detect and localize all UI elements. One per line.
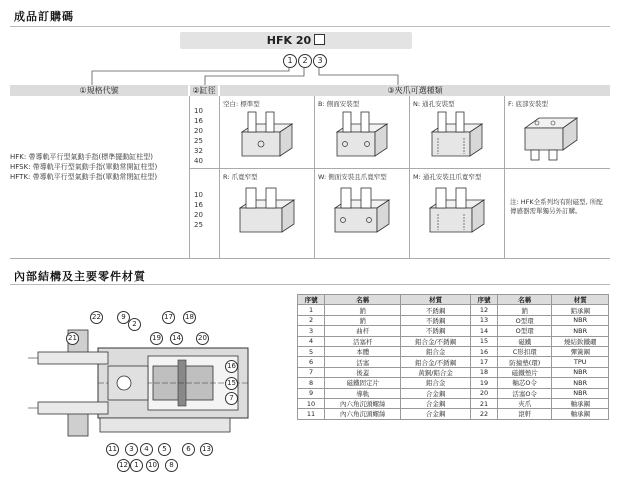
table-cell: 合金鋼	[401, 409, 471, 419]
option-label-bottom-mount: F: 底部安裝型	[508, 100, 548, 108]
table-cell: 軸承鋼	[552, 398, 609, 408]
spec-line-hftk: HFTK: 帶導軌平行型氣動手指(單動常閉缸柱型)	[10, 173, 158, 181]
header-no: 序號	[470, 295, 497, 305]
table-cell: 鋁合金/不銹鋼	[401, 357, 471, 367]
option-note: 注: HFK全系列均有附磁型, 所配傳感器需單獨另外訂購。	[510, 198, 603, 215]
table-cell: 2	[298, 315, 325, 325]
table-row	[298, 357, 609, 367]
diagram-label: 13	[200, 443, 213, 456]
bore-value: 32	[194, 147, 203, 155]
header-spec-code: ①規格代號	[10, 85, 188, 96]
diagram-label: 20	[196, 332, 209, 345]
table-cell: 19	[470, 378, 497, 388]
table-cell: 6	[298, 357, 325, 367]
table-cell: O型環	[498, 315, 552, 325]
header-name: 名稱	[325, 295, 401, 305]
bore-value: 25	[194, 137, 203, 145]
table-row	[298, 336, 609, 346]
diagram-label: 10	[146, 459, 159, 472]
table-cell: 鋁合金	[401, 346, 471, 356]
header-no: 序號	[298, 295, 325, 305]
diagram-label: 5	[158, 443, 171, 456]
code-num-1: 1	[283, 54, 297, 68]
grid-line	[409, 96, 410, 258]
table-cell: NBR	[552, 388, 609, 398]
table-cell: 黃銅/鋁合金	[401, 367, 471, 377]
parts-material-table	[297, 294, 609, 420]
bore-value: 25	[194, 221, 203, 229]
table-cell: 曲杆	[325, 326, 401, 336]
table-cell: 合金鋼	[401, 398, 471, 408]
diagram-label: 6	[182, 443, 195, 456]
table-cell: 磁鐵固定片	[325, 378, 401, 388]
table-cell: 不銹鋼	[401, 315, 471, 325]
table-row	[298, 315, 609, 325]
table-row	[298, 346, 609, 356]
table-row	[298, 378, 609, 388]
bore-value: 16	[194, 117, 203, 125]
table-row	[298, 367, 609, 377]
section-divider	[10, 284, 610, 285]
grid-line	[219, 96, 220, 258]
diagram-label: 16	[225, 360, 238, 373]
table-cell: 銷	[498, 305, 552, 315]
section-title-ordering: 成品訂購碼	[14, 10, 74, 23]
diagram-label: 7	[225, 392, 238, 405]
table-cell: 軸承鋼	[552, 409, 609, 419]
code-num-2: 2	[298, 54, 312, 68]
diagram-label: 2	[128, 318, 141, 331]
table-cell: 軸芯O令	[498, 378, 552, 388]
table-cell: 22	[470, 409, 497, 419]
table-cell: 內六角沉頭螺絲	[325, 409, 401, 419]
table-cell: 彈簧鋼	[552, 346, 609, 356]
diagram-label: 18	[183, 311, 196, 324]
section-title-structure: 內部結構及主要零件材質	[14, 270, 146, 283]
table-cell: 活塞O令	[498, 388, 552, 398]
table-cell: 15	[470, 336, 497, 346]
option-label-side-narrow: W: 側面安裝且爪寬窄型	[318, 173, 387, 181]
table-cell: 合金鋼	[401, 388, 471, 398]
grid-line	[10, 258, 610, 259]
bore-value: 20	[194, 211, 203, 219]
diagram-label: 15	[225, 377, 238, 390]
code-num-3: 3	[313, 54, 327, 68]
table-cell: 20	[470, 388, 497, 398]
gripper-illustration-narrow-jaw	[234, 184, 300, 242]
header-bore: ②缸徑	[190, 85, 218, 96]
bore-list-bottom	[194, 190, 216, 230]
header-name: 名稱	[498, 295, 552, 305]
header-material: 材質	[401, 295, 471, 305]
table-cell: NBR	[552, 367, 609, 377]
diagram-label: 3	[125, 443, 138, 456]
table-cell: 鋁合金	[401, 378, 471, 388]
table-cell: 銷	[325, 315, 401, 325]
diagram-label: 11	[106, 443, 119, 456]
diagram-label: 21	[66, 332, 79, 345]
bore-value: 16	[194, 201, 203, 209]
table-cell: 磁鐵	[498, 336, 552, 346]
option-label-through-narrow: M: 通孔安裝且爪寬窄型	[413, 173, 482, 181]
diagram-label: 14	[170, 332, 183, 345]
grid-line	[504, 96, 505, 258]
table-cell: 5	[298, 346, 325, 356]
option-label-side-mount: B: 側面安裝型	[318, 100, 360, 108]
gripper-illustration-standard	[234, 110, 300, 164]
table-cell: NBR	[552, 378, 609, 388]
bore-value: 10	[194, 107, 203, 115]
table-row	[298, 398, 609, 408]
gripper-illustration-through-hole	[424, 110, 490, 164]
table-cell: 10	[298, 398, 325, 408]
table-row	[298, 388, 609, 398]
header-material: 材質	[552, 295, 609, 305]
table-cell: 8	[298, 378, 325, 388]
table-cell: 內六角沉頭螺絲	[325, 398, 401, 408]
table-cell: C形扣環	[498, 346, 552, 356]
bore-list-top	[194, 106, 216, 166]
table-cell: 18	[470, 367, 497, 377]
table-cell: 本體	[325, 346, 401, 356]
bore-value: 10	[194, 191, 203, 199]
table-cell: TPU	[552, 357, 609, 367]
table-cell: 磁鐵墊片	[498, 367, 552, 377]
gripper-illustration-bottom-mount	[519, 110, 585, 164]
table-cell: 活塞杆	[325, 336, 401, 346]
diagram-label: 17	[162, 311, 175, 324]
diagram-label: 9	[117, 311, 130, 324]
table-cell: 燒結釹鐵硼	[552, 336, 609, 346]
diagram-label: 1	[130, 459, 143, 472]
option-label-standard: 空白: 標準型	[223, 100, 260, 108]
table-cell: 夾爪	[498, 398, 552, 408]
spec-line-hfk: HFK: 帶導軌平行型氣動手指(標準擺動缸柱型)	[10, 153, 153, 161]
grid-line	[189, 168, 610, 169]
gripper-illustration-side-mount	[329, 110, 395, 164]
diagram-label: 12	[117, 459, 130, 472]
table-header-row	[298, 295, 609, 305]
table-cell: 13	[470, 315, 497, 325]
diagram-label: 22	[90, 311, 103, 324]
table-cell: NBR	[552, 326, 609, 336]
table-cell: 銷	[325, 305, 401, 315]
table-cell: 12	[470, 305, 497, 315]
bore-value: 20	[194, 127, 203, 135]
gripper-illustration-side-narrow	[329, 184, 395, 242]
table-cell: 導軌	[325, 388, 401, 398]
table-cell: 防撞墊(環)	[498, 357, 552, 367]
table-cell: 17	[470, 357, 497, 367]
diagram-label: 4	[140, 443, 153, 456]
grid-line	[189, 96, 190, 258]
header-jaw-options: ③夾爪可選種類	[220, 85, 610, 96]
model-code-text: HFK 20	[266, 34, 312, 47]
table-row	[298, 326, 609, 336]
table-cell: 3	[298, 326, 325, 336]
table-cell: 4	[298, 336, 325, 346]
table-cell: 7	[298, 367, 325, 377]
table-cell: NBR	[552, 315, 609, 325]
diagram-label: 8	[165, 459, 178, 472]
table-cell: 活塞	[325, 357, 401, 367]
table-cell: 9	[298, 388, 325, 398]
diagram-label: 19	[150, 332, 163, 345]
table-cell: 鋁承鋼	[552, 305, 609, 315]
table-cell: 11	[298, 409, 325, 419]
spec-list	[10, 152, 195, 182]
option-label-through-hole: N: 通孔安裝型	[413, 100, 455, 108]
table-cell: 不銹鋼	[401, 326, 471, 336]
table-row	[298, 409, 609, 419]
table-cell: 14	[470, 326, 497, 336]
spec-line-hfsk: HFSK: 帶導軌平行型氣動手指(單動常開缸柱型)	[10, 163, 158, 171]
table-cell: O型環	[498, 326, 552, 336]
table-cell: 16	[470, 346, 497, 356]
table-cell: 1	[298, 305, 325, 315]
table-row	[298, 305, 609, 315]
table-cell: 後蓋	[325, 367, 401, 377]
table-cell: 不銹鋼	[401, 305, 471, 315]
bore-value: 40	[194, 157, 203, 165]
table-cell: 鋁合金/不銹鋼	[401, 336, 471, 346]
gripper-illustration-through-narrow	[424, 184, 490, 242]
grid-line	[314, 96, 315, 258]
option-label-narrow-jaw: R: 爪寬窄型	[223, 173, 258, 181]
table-cell: 21	[470, 398, 497, 408]
table-cell: 滾軒	[498, 409, 552, 419]
